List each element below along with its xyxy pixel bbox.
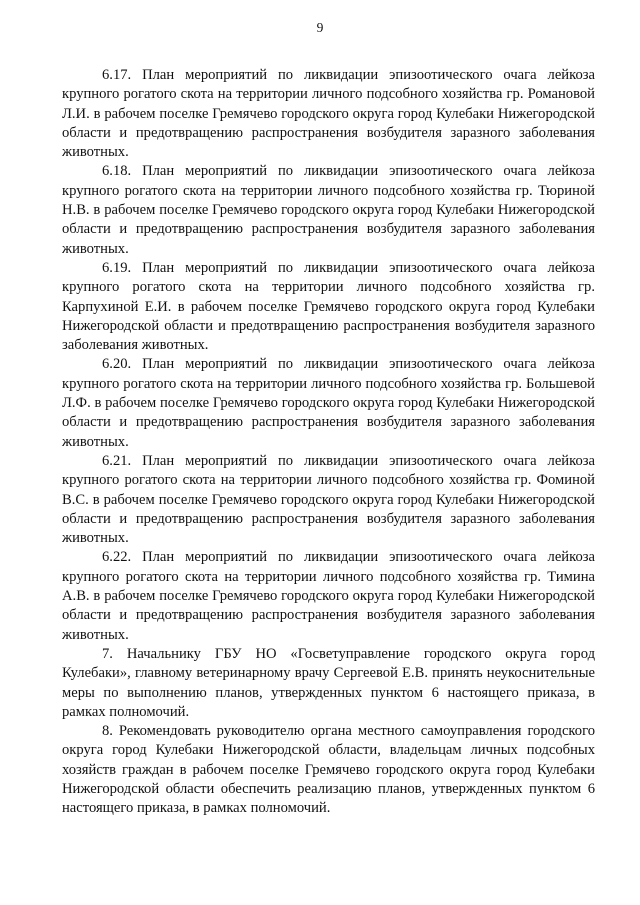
page-number: 9 [316, 20, 324, 35]
paragraph-6-17: 6.17. План мероприятий по ликвидации эпизоотического очага лейкоза крупного рогатого скота на территории личного подсобного хозяйства гр. Романовой Л.И. в рабочем поселке Гремячево городского округа город Кулебаки Нижегородской области и предотвращению распространения возбудителя заразного заболевания животных. [62, 67, 595, 161]
paragraph-8: 8. Рекомендовать руководителю органа местного самоуправления городского округа город Кулебаки Нижегородской области, владельцам личных подсобных хозяйств граждан в рабочем поселке Гремячево городского округа город Кулебаки Нижегородской области обеспечить реализацию планов, утвержденных пунктом 6 настоящего приказа, в рамках полномочий. [62, 723, 595, 817]
paragraph-6-21: 6.21. План мероприятий по ликвидации эпизоотического очага лейкоза крупного рогатого скота на территории личного подсобного хозяйства гр. Фоминой В.С. в рабочем поселке Гремячево городского округа город Кулебаки Нижегородской области и предотвращению распространения возбудителя заразного заболевания животных. [62, 452, 595, 547]
document-body [62, 66, 595, 819]
paragraph-6-18: 6.18. План мероприятий по ликвидации эпизоотического очага лейкоза крупного рогатого скота на территории личного подсобного хозяйства гр. Тюриной Н.В. в рабочем поселке Гремячево городского округа город Кулебаки Нижегородской области и предотвращению распространения возбудителя заразного заболевания животных. [62, 163, 595, 257]
paragraph-6-19: 6.19. План мероприятий по ликвидации эпизоотического очага лейкоза крупного рогатого скота на территории личного подсобного хозяйства гр. Карпухиной Е.И. в рабочем поселке Гремячево городского округа город Кулебаки Нижегородской области и предотвращению распространения возбудителя заразного заболевания животных. [62, 259, 595, 354]
paragraph-7: 7. Начальнику ГБУ НО «Госветуправление городского округа город Кулебаки», главному ветеринарному врачу Сергеевой Е.В. принять неукоснительные меры по выполнению планов, утвержденных пунктом 6 настоящего приказа, в рамках полномочий. [62, 645, 595, 720]
paragraph-6-20: 6.20. План мероприятий по ликвидации эпизоотического очага лейкоза крупного рогатого скота на территории личного подсобного хозяйства гр. Большевой Л.Ф. в рабочем поселке Гремячево городского округа город Кулебаки Нижегородской области и предотвращению распространения возбудителя заразного заболевания животных. [62, 356, 595, 450]
paragraph-6-22: 6.22. План мероприятий по ликвидации эпизоотического очага лейкоза крупного рогатого скота на территории личного подсобного хозяйства гр. Тимина А.В. в рабочем поселке Гремячево городского округа город Кулебаки Нижегородской области и предотвращению распространения возбудителя заразного заболевания животных. [62, 549, 595, 643]
